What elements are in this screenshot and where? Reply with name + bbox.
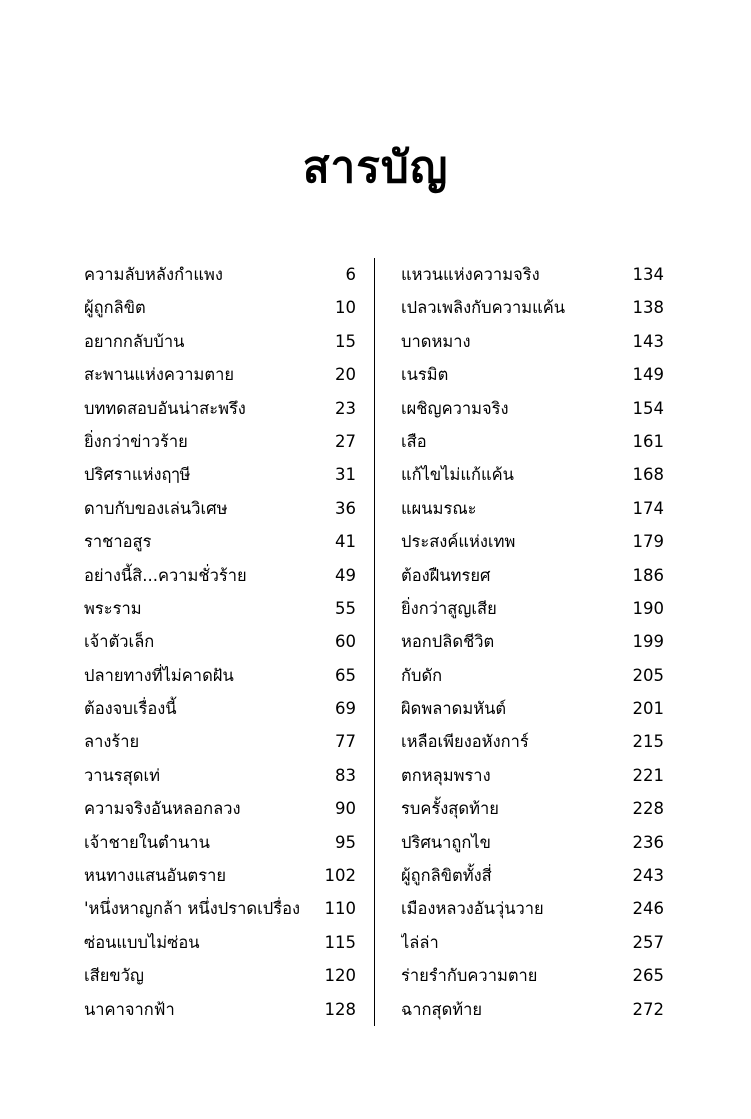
toc-entry[interactable] <box>84 458 356 491</box>
toc-entry-title: เสียขวัญ <box>84 966 144 986</box>
toc-entry[interactable] <box>84 993 356 1026</box>
toc-entry-page: 243 <box>632 866 664 886</box>
toc-entry[interactable] <box>401 926 664 959</box>
toc-entry-page: 41 <box>335 532 356 552</box>
toc-entry[interactable] <box>401 993 664 1026</box>
toc-entry[interactable] <box>401 525 664 558</box>
toc-entry-page: 10 <box>335 298 356 318</box>
toc-column-left <box>84 258 374 1026</box>
toc-entry-page: 174 <box>632 498 664 518</box>
toc-entry-title: เหลือเพียงอหังการ์ <box>401 732 529 752</box>
toc-entry-page: 236 <box>632 832 664 852</box>
toc-entry-page: 154 <box>632 398 664 418</box>
toc-entry-title: เผชิญความจริง <box>401 398 509 418</box>
toc-entry-title: ผู้ถูกลิขิตทั้งสี่ <box>401 866 492 886</box>
toc-entry-page: 83 <box>335 765 356 785</box>
toc-entry-title: หอกปลิดชีวิต <box>401 632 495 652</box>
toc-entry-title: ผิดพลาดมหันต์ <box>401 699 507 719</box>
toc-entry-title: ความลับหลังกำแพง <box>84 265 223 284</box>
toc-entry-page: 265 <box>632 966 664 986</box>
toc-entry-title: รบครั้งสุดท้าย <box>401 799 499 819</box>
toc-entry-page: 272 <box>632 999 664 1019</box>
toc-entry[interactable] <box>401 959 664 992</box>
toc-entry[interactable] <box>401 592 664 625</box>
toc-entry-page: 102 <box>324 866 356 886</box>
toc-entry-page: 115 <box>324 932 356 952</box>
toc-entry-title: ความจริงอันหลอกลวง <box>84 799 241 819</box>
toc-entry-page: 31 <box>335 465 356 485</box>
toc-entry-page: 6 <box>345 265 356 284</box>
toc-entry-title: แหวนแห่งความจริง <box>401 265 540 284</box>
toc-entry[interactable] <box>401 625 664 658</box>
toc-entry-page: 190 <box>632 598 664 618</box>
toc-entry-title: ลางร้าย <box>84 732 140 752</box>
toc-entry-title: ซ่อนแบบไม่ซ่อน <box>84 932 200 952</box>
toc-entry-title: สะพานแห่งความตาย <box>84 365 235 385</box>
toc-entry-page: 95 <box>335 832 356 852</box>
toc-entry[interactable] <box>401 892 664 925</box>
toc-entry[interactable] <box>401 325 664 358</box>
toc-entry-page: 138 <box>632 298 664 318</box>
page-title: สารบัญ <box>302 142 449 193</box>
toc-entry-page: 134 <box>632 265 664 284</box>
toc-entry[interactable] <box>84 692 356 725</box>
toc-entry[interactable] <box>401 659 664 692</box>
toc-entry[interactable] <box>401 291 664 324</box>
toc-entry-page: 15 <box>335 331 356 351</box>
toc-entry-page: 143 <box>632 331 664 351</box>
toc-entry-title: กับดัก <box>401 665 443 685</box>
toc-entry-page: 110 <box>324 899 356 919</box>
toc-entry[interactable] <box>84 559 356 592</box>
toc-entry-title: ไล่ล่า <box>401 932 439 952</box>
toc-entry-page: 77 <box>335 732 356 752</box>
toc-entry-page: 36 <box>335 498 356 518</box>
toc-entry-title: เสือ <box>401 431 427 451</box>
toc-entry-title: ต้องฝืนทรยศ <box>401 565 491 585</box>
toc-entry-page: 128 <box>324 999 356 1019</box>
toc-entry[interactable] <box>401 759 664 792</box>
toc-entry-title: ยิ่งกว่าข่าวร้าย <box>84 431 188 451</box>
toc-entry-title: ดาบกับของเล่นวิเศษ <box>84 498 228 518</box>
toc-entry-page: 205 <box>632 665 664 685</box>
toc-entry-page: 90 <box>335 799 356 819</box>
toc-entry-title: แผนมรณะ <box>401 498 477 518</box>
toc-entry[interactable] <box>84 592 356 625</box>
toc-entry[interactable] <box>84 525 356 558</box>
toc-entry-page: 179 <box>632 532 664 552</box>
toc-entry-title: ตกหลุมพราง <box>401 765 491 785</box>
toc-entry-title: อย่างนี้สิ...ความชั่วร้าย <box>84 565 247 585</box>
toc-entry-page: 257 <box>632 932 664 952</box>
toc-entry-page: 23 <box>335 398 356 418</box>
toc-entry[interactable] <box>401 425 664 458</box>
toc-column-right <box>374 258 664 1026</box>
toc-entry[interactable] <box>84 492 356 525</box>
toc-entry[interactable] <box>84 325 356 358</box>
toc-entry[interactable] <box>84 892 356 925</box>
toc-entry-title: หนทางแสนอันตราย <box>84 866 227 886</box>
toc-entry[interactable] <box>84 425 356 458</box>
toc-entry-title: ต้องจบเรื่องนี้ <box>84 699 177 719</box>
toc-entry-title: นาคาจากฟ้า <box>84 999 175 1019</box>
toc-entry-title: ราชาอสูร <box>84 532 152 552</box>
toc-entry[interactable] <box>401 692 664 725</box>
toc-entry-title: เปลวเพลิงกับความแค้น <box>401 298 566 318</box>
toc-entry-page: 201 <box>632 699 664 719</box>
toc-entry-title: ปริศนาถูกไข <box>401 832 491 852</box>
toc-entry[interactable] <box>84 659 356 692</box>
toc-entry[interactable] <box>84 258 356 291</box>
toc-entry[interactable] <box>401 859 664 892</box>
toc-entry-page: 69 <box>335 699 356 719</box>
toc-entry-page: 228 <box>632 799 664 819</box>
toc-entry[interactable] <box>84 291 356 324</box>
toc-entry-title: ร่ายรำกับความตาย <box>401 966 538 986</box>
toc-entry-page: 65 <box>335 665 356 685</box>
toc-entry[interactable] <box>84 725 356 758</box>
toc-entry-page: 221 <box>632 765 664 785</box>
toc-entry-title: ปริศราแห่งฤๅษี <box>84 465 191 485</box>
toc-entry-title: อยากกลับบ้าน <box>84 331 185 351</box>
toc-entry-page: 149 <box>632 365 664 385</box>
toc-entry[interactable] <box>401 725 664 758</box>
toc-entry[interactable] <box>401 358 664 391</box>
toc-entry-title: บททดสอบอันน่าสะพรึง <box>84 398 246 418</box>
toc-entry-page: 120 <box>324 966 356 986</box>
toc-entry-title: พระราม <box>84 598 142 618</box>
toc-entry[interactable] <box>84 792 356 825</box>
toc-entry-title: เจ้าตัวเล็ก <box>84 632 155 652</box>
toc-entry-page: 168 <box>632 465 664 485</box>
toc-entry-page: 246 <box>632 899 664 919</box>
toc-entry-title: เนรมิต <box>401 365 449 385</box>
toc-entry[interactable] <box>401 492 664 525</box>
toc-entry-title: ยิ่งกว่าสูญเสีย <box>401 598 497 618</box>
toc-entry-page: 161 <box>632 431 664 451</box>
toc-entry-title: ฉากสุดท้าย <box>401 999 483 1019</box>
toc-entry-page: 55 <box>335 598 356 618</box>
toc-entry[interactable] <box>84 358 356 391</box>
toc-entry[interactable] <box>401 826 664 859</box>
toc-entry[interactable] <box>401 258 664 291</box>
toc-entry-page: 27 <box>335 431 356 451</box>
toc-entry-title: ผู้ถูกลิขิต <box>84 298 146 318</box>
toc-entry-title: ประสงค์แห่งเทพ <box>401 532 516 552</box>
toc-entry-title: วานรสุดเท่ <box>84 765 160 785</box>
toc-entry[interactable] <box>401 792 664 825</box>
toc-entry-page: 60 <box>335 632 356 652</box>
toc-entry-page: 199 <box>632 632 664 652</box>
toc-entry[interactable] <box>84 959 356 992</box>
toc-entry-page: 20 <box>335 365 356 385</box>
toc-entry-title: เมืองหลวงอันวุ่นวาย <box>401 899 544 919</box>
toc-entry[interactable] <box>84 392 356 425</box>
toc-columns <box>84 258 676 1026</box>
toc-entry-title: เจ้าชายในตำนาน <box>84 832 210 852</box>
toc-entry-title: 'หนึ่งหาญกล้า หนึ่งปราดเปรื่อง <box>84 899 301 919</box>
toc-entry[interactable] <box>84 859 356 892</box>
toc-entry[interactable] <box>84 826 356 859</box>
toc-entry-page: 215 <box>632 732 664 752</box>
toc-entry[interactable] <box>84 625 356 658</box>
toc-entry-title: บาดหมาง <box>401 331 471 351</box>
toc-entry[interactable] <box>401 392 664 425</box>
toc-entry-page: 49 <box>335 565 356 585</box>
toc-entry[interactable] <box>84 926 356 959</box>
toc-entry-title: ปลายทางที่ไม่คาดฝัน <box>84 665 234 685</box>
toc-entry-page: 186 <box>632 565 664 585</box>
toc-entry[interactable] <box>401 559 664 592</box>
toc-entry[interactable] <box>401 458 664 491</box>
toc-entry[interactable] <box>84 759 356 792</box>
toc-entry-title: แก้ไขไม่แก้แค้น <box>401 465 514 485</box>
